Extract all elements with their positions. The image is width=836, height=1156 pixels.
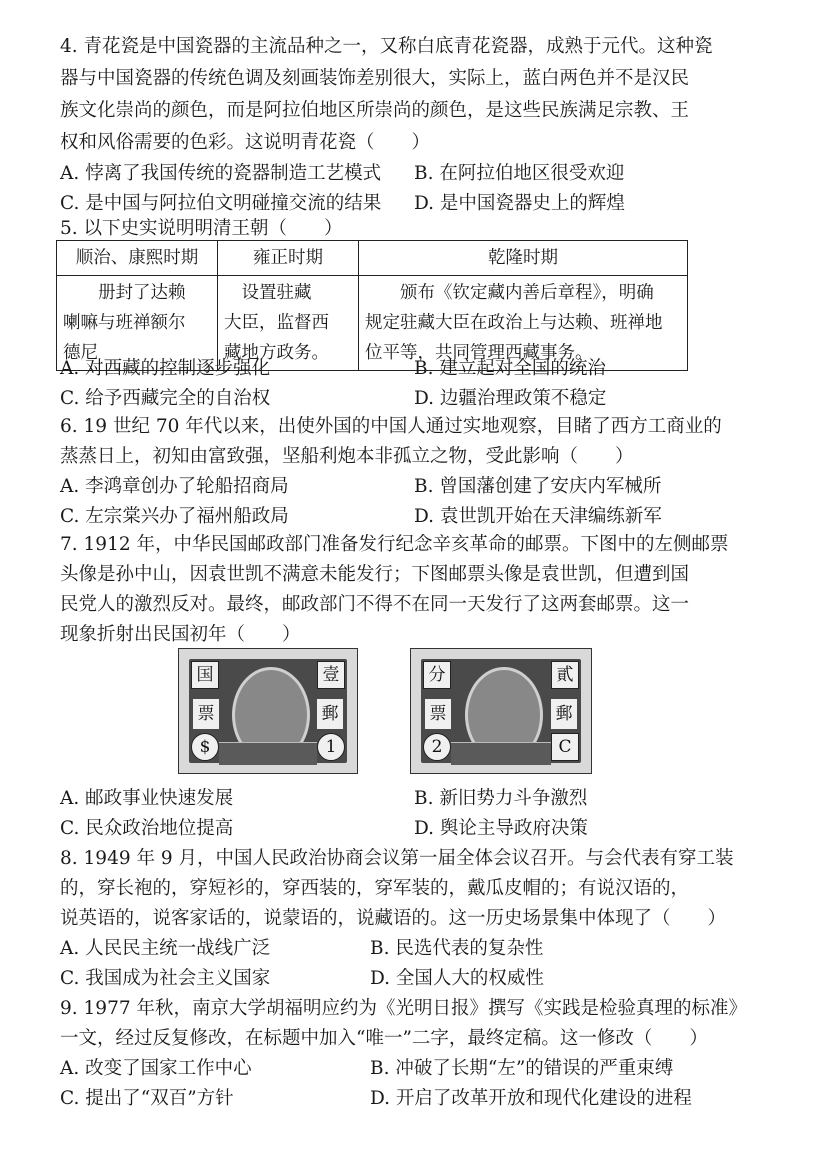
stamp-corner-text: 貳 [551, 661, 579, 689]
q4-line-1: 4. 青花瓷是中国瓷器的主流品种之一，又称白底青花瓷器，成熟于元代。这种瓷 [60, 36, 713, 57]
stamp-value-text: 1 [317, 733, 345, 761]
q9-option-c: C. 提出了“双百”方针 [60, 1088, 234, 1109]
table-header-cell: 乾隆时期 [359, 241, 688, 276]
cell-line: 颁布《钦定藏内善后章程》，明确 [365, 283, 654, 303]
q4-option-b: B. 在阿拉伯地区很受欢迎 [414, 163, 625, 184]
q4-line-2: 器与中国瓷器的传统色调及刻画装饰差别很大，实际上，蓝白两色并不是汉民 [60, 68, 690, 89]
q6-option-c: C. 左宗棠兴办了福州船政局 [60, 506, 289, 527]
stamp-banner [451, 742, 551, 765]
q7-option-a: A. 邮政事业快速发展 [60, 788, 234, 809]
q5-option-d: D. 边疆治理政策不稳定 [414, 388, 607, 409]
table-header-row [57, 241, 688, 276]
q9-line-1: 9. 1977 年秋，南京大学胡福明应约为《光明日报》撰写《实践是检验真理的标准》 [60, 998, 747, 1019]
q8-line-1: 8. 1949 年 9 月，中国人民政治协商会议第一届全体会议召开。与会代表有穿工装 [60, 848, 734, 869]
stamp-value-text: 2 [423, 733, 451, 761]
q4-line-4: 权和风俗需要的色彩。这说明青花瓷（ ） [60, 132, 431, 153]
table-header-cell: 顺治、康熙时期 [57, 241, 218, 276]
q8-option-d: D. 全国人大的权威性 [370, 968, 544, 989]
cell-line: 规定驻藏大臣在政治上与达赖、班禅地 [365, 313, 663, 333]
stamp-side-text: 票 [193, 699, 219, 729]
q9-option-a: A. 改变了国家工作中心 [60, 1058, 252, 1079]
q8-line-3: 说英语的，说客家话的，说蒙语的，说藏语的。这一历史场景集中体现了（ ） [60, 908, 727, 929]
cell-line: 德尼 [63, 343, 98, 363]
q7-option-b: B. 新旧势力斗争激烈 [414, 788, 588, 809]
q9-line-2: 一文，经过反复修改，在标题中加入“唯一”二字，最终定稿。这一修改（ ） [60, 1028, 708, 1049]
stamp-corner-text: 壹 [317, 661, 345, 689]
q6-line-1: 6. 19 世纪 70 年代以来，出使外国的中国人通过实地观察，目睹了西方工商业的 [60, 416, 722, 437]
stamp-corner-text: 分 [423, 661, 451, 689]
q9-option-b: B. 冲破了长期“左”的错误的严重束缚 [370, 1058, 674, 1079]
q7-line-3: 民党人的激烈反对。最终，邮政部门不得不在同一天发行了这两套邮票。这一 [60, 594, 690, 615]
stamp-corner-text: 国 [191, 661, 219, 689]
q6-option-d: D. 袁世凯开始在天津编练新军 [414, 506, 662, 527]
table-header-cell: 雍正时期 [218, 241, 359, 276]
cell-line: 位平等，共同管理西藏事务。 [365, 343, 593, 363]
q9-option-d: D. 开启了改革开放和现代化建设的进程 [370, 1088, 692, 1109]
q5-option-b: B. 建立起对全国的统治 [414, 358, 606, 379]
cell-line: 藏地方政务。 [224, 343, 329, 363]
q8-option-a: A. 人民民主统一战线广泛 [60, 938, 271, 959]
stamp-side-text: 郵 [317, 699, 343, 729]
q8-option-b: B. 民选代表的复杂性 [370, 938, 544, 959]
q4-option-a: A. 悖离了我国传统的瓷器制造工艺模式 [60, 163, 382, 184]
cell-line: 设置驻藏 [224, 283, 312, 303]
stamp-side-text: 郵 [551, 699, 577, 729]
stamp-side-text: 票 [425, 699, 451, 729]
q6-option-b: B. 曾国藩创建了安庆内军械所 [414, 476, 662, 497]
q8-option-c: C. 我国成为社会主义国家 [60, 968, 271, 989]
q6-option-a: A. 李鸿章创办了轮船招商局 [60, 476, 289, 497]
q7-line-4: 现象折射出民国初年（ ） [60, 624, 301, 645]
stamp-value-text: $ [191, 733, 219, 761]
stamp-left-image [178, 648, 358, 774]
q5-history-table [56, 240, 688, 371]
stamp-banner [219, 742, 317, 765]
q4-option-d: D. 是中国瓷器史上的辉煌 [414, 193, 625, 214]
q5-line-1: 5. 以下史实说明明清王朝（ ） [60, 218, 343, 239]
q6-line-2: 蒸蒸日上，初知由富致强，坚船利炮本非孤立之物，受此影响（ ） [60, 446, 634, 467]
q5-option-c: C. 给予西藏完全的自治权 [60, 388, 271, 409]
stamp-right-image [410, 648, 592, 774]
q7-option-d: D. 舆论主导政府决策 [414, 818, 588, 839]
q7-line-1: 7. 1912 年，中华民国邮政部门准备发行纪念辛亥革命的邮票。下图中的左侧邮票 [60, 534, 729, 555]
stamp-value-text: C [551, 733, 579, 761]
q7-option-c: C. 民众政治地位提高 [60, 818, 234, 839]
q7-line-2: 头像是孙中山，因袁世凯不满意未能发行；下图邮票头像是袁世凯，但遭到国 [60, 564, 690, 585]
cell-line: 册封了达赖 [63, 283, 186, 303]
q5-option-a: A. 对西藏的控制逐步强化 [60, 358, 271, 379]
q4-option-c: C. 是中国与阿拉伯文明碰撞交流的结果 [60, 193, 382, 214]
q8-line-2: 的，穿长袍的，穿短衫的，穿西装的，穿军装的，戴瓜皮帽的；有说汉语的， [60, 878, 690, 899]
q4-line-3: 族文化崇尚的颜色，而是阿拉伯地区所崇尚的颜色，是这些民族满足宗教、王 [60, 100, 690, 121]
cell-line: 喇嘛与班禅额尔 [63, 313, 186, 333]
cell-line: 大臣，监督西 [224, 313, 329, 333]
